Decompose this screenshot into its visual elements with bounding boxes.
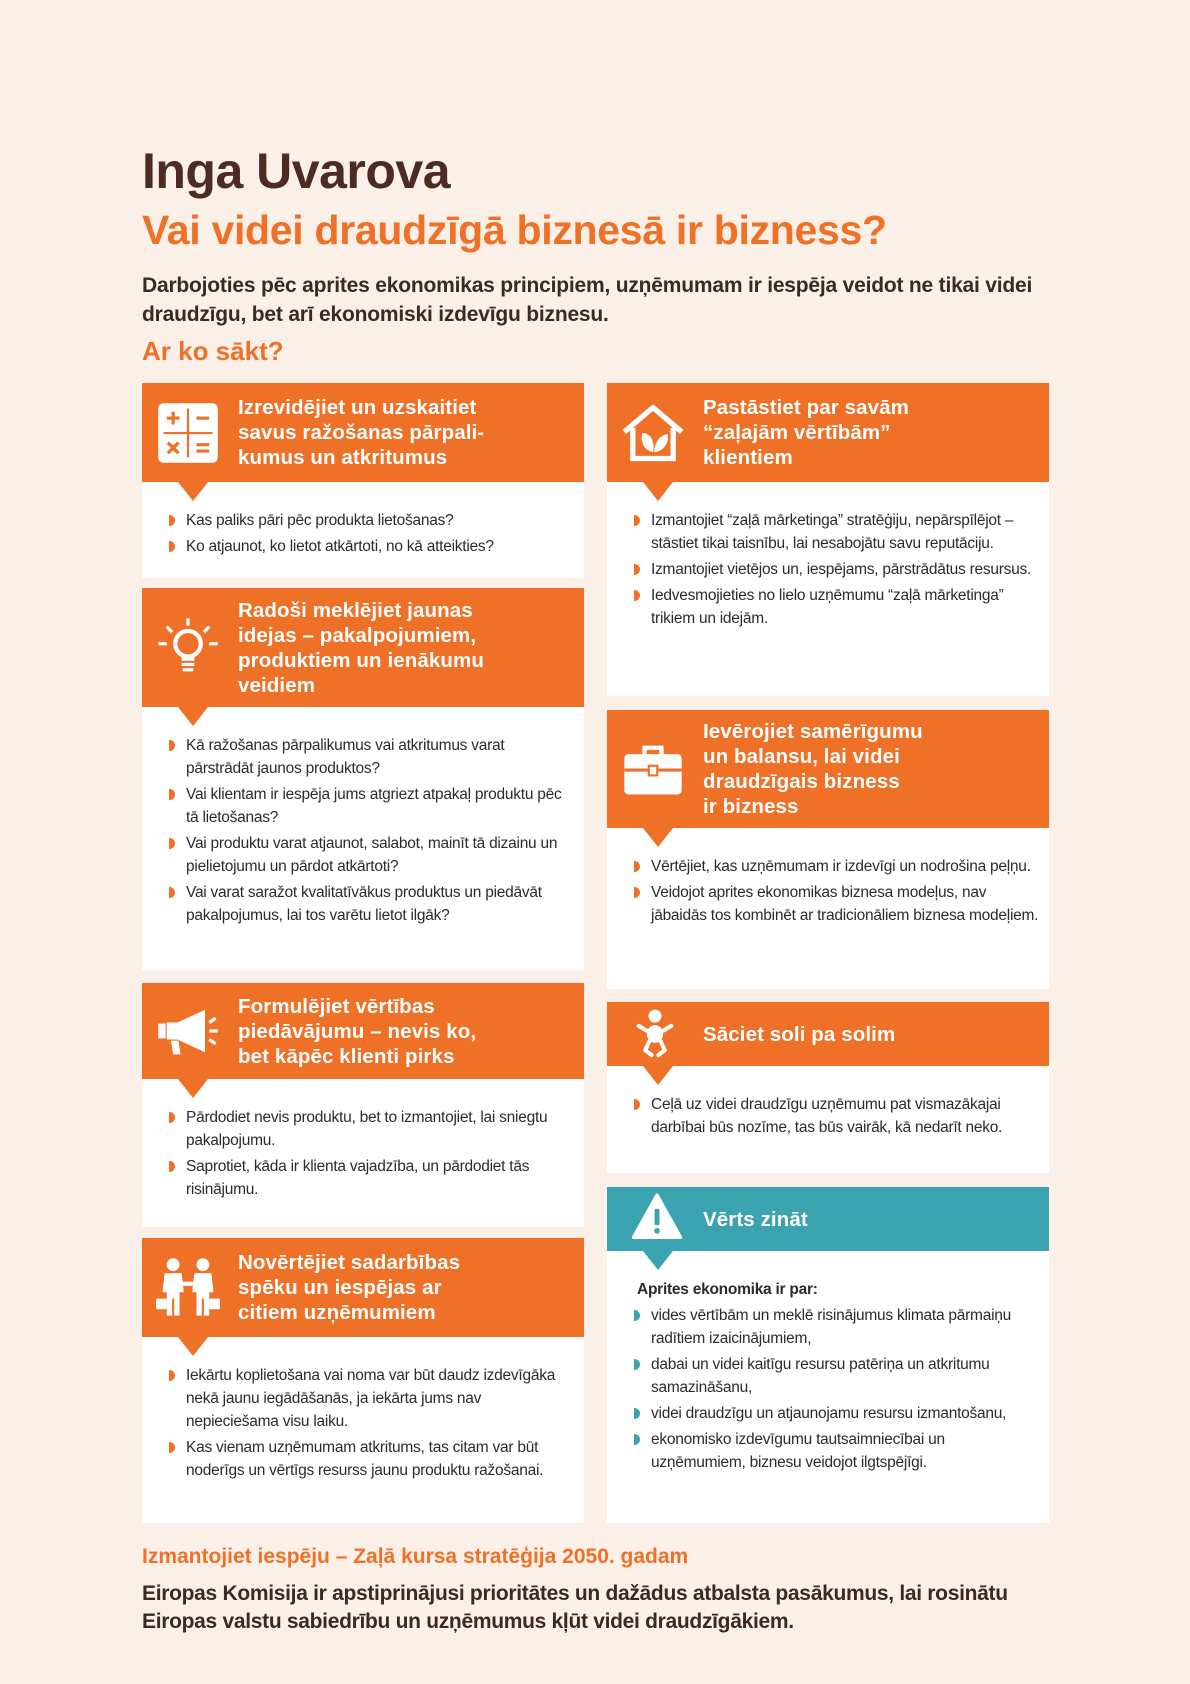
card-body — [607, 482, 1049, 643]
bullet-item: Kas paliks pāri pēc produkta lietošanas? — [186, 509, 574, 532]
bullet-item: Vērtējiet, kas uzņēmumam ir izdevīgi un nodrošina peļņu. — [651, 855, 1039, 878]
bullet-item: ekonomisko izdevīgumu tautsaimniecībai un uzņēmumiem, biznesu veidojot ilgtspējīgi. — [651, 1428, 1039, 1474]
header-pointer — [643, 1066, 673, 1085]
header-line: piedāvājumu – nevis ko, — [238, 1019, 477, 1043]
card-body — [607, 828, 1049, 940]
card-header — [607, 1187, 1049, 1251]
header-pointer — [178, 707, 208, 726]
header-line: klientiem — [703, 446, 793, 469]
card-step-by-step — [607, 1002, 1049, 1173]
bullet-item: Kā ražošanas pārpalikumus vai atkritumus varat pārstrādāt jaunos produktos? — [186, 734, 574, 780]
bullet-list — [651, 1093, 1039, 1139]
list-lead: Aprites ekonomika ir par: — [637, 1281, 818, 1298]
card-worth-knowing — [607, 1187, 1049, 1523]
header-line: Sāciet soli pa solim — [703, 1022, 896, 1046]
bullet-item: Iekārtu koplietošana vai noma var būt daudz izdevīgāka nekā jaunu iegādāšanās, ja iekārta jums nav nepieciešama visu laiku. — [186, 1364, 574, 1433]
bullet-item: Iedvesmojieties no lielo uzņēmumu “zaļā mārketinga” trikiem un idejām. — [651, 584, 1039, 630]
header-pointer — [643, 1251, 673, 1270]
header-line: bet kāpēc klienti pirks — [238, 1044, 455, 1068]
bullet-item: Saprotiet, kāda ir klienta vajadzība, un pārdodiet tās risinājumu. — [186, 1155, 574, 1201]
calculator-icon — [154, 399, 222, 467]
card-body — [607, 1251, 1049, 1487]
bullet-list — [186, 734, 574, 927]
card-cooperation — [142, 1238, 584, 1523]
header-line: produktiem un ienākumu — [238, 648, 484, 672]
header-line: Novērtējiet sadarbības — [238, 1251, 461, 1274]
header-line: “zaļajām vērtībām” — [703, 421, 891, 444]
bullet-item: Izmantojiet “zaļā mārketinga” stratēģiju, nepārspīlējot – stāstiet tikai taisnību, lai nesabojātu savu reputāciju. — [651, 509, 1039, 555]
header-line: Ievērojiet samērīgumu — [703, 720, 923, 743]
bullet-item: Kas vienam uzņēmumam atkritums, tas citam var būt noderīgs un vērtīgs resurss jaunu produktu ražošanai. — [186, 1436, 574, 1482]
handshake-people-icon — [154, 1254, 222, 1322]
bullet-item: Veidojot aprites ekonomikas biznesa modeļus, nav jābaidās tos kombinēt ar tradicionāliem biznesa modeļiem. — [651, 881, 1039, 927]
megaphone-icon — [154, 997, 222, 1065]
card-header — [607, 383, 1049, 482]
card-body — [142, 707, 584, 940]
card-header — [142, 588, 584, 707]
bullet-item: Izmantojiet vietējos un, iespējams, pārstrādātus resursus. — [651, 558, 1039, 581]
header-line: Vērts zināt — [703, 1207, 808, 1231]
warning-icon — [631, 1191, 683, 1243]
header-line: savus ražošanas pārpali- — [238, 421, 485, 444]
header-pointer — [178, 482, 208, 501]
header-line: kumus un atkritumus — [238, 446, 448, 469]
lightbulb-icon — [154, 614, 222, 682]
card-header — [142, 383, 584, 482]
header-line: un balansu, lai videi — [703, 745, 900, 768]
bullet-item: Vai produktu varat atjaunot, salabot, mainīt tā dizainu un pielietojumu un pārdot atkārtoti? — [186, 832, 574, 878]
bullet-item: videi draudzīgu un atjaunojamu resursu izmantošanu, — [651, 1402, 1039, 1425]
bullet-list — [186, 509, 574, 558]
card-body — [607, 1066, 1049, 1152]
card-header — [142, 983, 584, 1079]
bullet-list — [651, 509, 1039, 630]
card-body — [142, 1337, 584, 1495]
header-line: Radoši meklējiet jaunas — [238, 598, 473, 622]
card-header — [607, 710, 1049, 828]
header-line: Izrevidējiet un uzskaitiet — [238, 396, 477, 419]
bullet-item: Vai klientam ir iespēja jums atgriezt atpakaļ produktu pēc tā lietošanas? — [186, 783, 574, 829]
page-title: Vai videi draudzīgā biznesā ir bizness? — [142, 207, 887, 253]
briefcase-icon — [619, 735, 687, 803]
bullet-item: Ceļā uz videi draudzīgu uzņēmumu pat vismazākajai darbībai būs nozīme, tas būs vairāk, kā nedarīt neko. — [651, 1093, 1039, 1139]
header-line: Formulējiet vērtības — [238, 994, 435, 1018]
card-header — [142, 1238, 584, 1337]
bullet-list — [186, 1364, 574, 1482]
footer-heading: Izmantojiet iespēju – Zaļā kursa stratēģija 2050. gadam — [142, 1545, 689, 1568]
header-line: veidiem — [238, 673, 316, 697]
intro-paragraph: Darbojoties pēc aprites ekonomikas principiem, uzņēmumam ir iespēja veidot ne tikai videi draudzīgu, bet arī ekonomiski izdevīgu biznesu. — [142, 274, 1033, 326]
card-body — [142, 1079, 584, 1214]
header-line: ir bizness — [703, 795, 799, 818]
header-line: draudzīgais bizness — [703, 770, 900, 793]
card-inventory-surplus — [142, 383, 584, 578]
card-value-proposition — [142, 983, 584, 1227]
baby-steps-icon — [629, 1008, 681, 1060]
header-pointer — [178, 1079, 208, 1098]
bullet-list — [651, 855, 1039, 927]
bullet-item: Vai varat saražot kvalitatīvākus produktus un piedāvāt pakalpojumus, lai tos varētu lietot ilgāk? — [186, 881, 574, 927]
bullet-list — [186, 1106, 574, 1201]
header-line: idejas – pakalpojumiem, — [238, 623, 477, 647]
header-line: citiem uzņēmumiem — [238, 1301, 436, 1324]
card-body — [142, 482, 584, 571]
card-green-values — [607, 383, 1049, 696]
bullet-item: Ko atjaunot, ko lietot atkārtoti, no kā atteikties? — [186, 535, 574, 558]
header-pointer — [178, 1337, 208, 1356]
card-balance — [607, 710, 1049, 989]
header-line: Pastāstiet par savām — [703, 396, 909, 419]
bullet-item: Pārdodiet nevis produktu, bet to izmantojiet, lai sniegtu pakalpojumu. — [186, 1106, 574, 1152]
card-new-ideas — [142, 588, 584, 970]
bullet-list — [651, 1304, 1039, 1474]
header-pointer — [643, 482, 673, 501]
section-heading: Ar ko sākt? — [142, 336, 284, 366]
footer-text: Eiropas Komisija ir apstiprinājusi prioritātes un dažādus atbalsta pasākumus, lai rosinātu Eiropas valstu sabiedrību un uzņēmumus kļūt videi draudzīgākiem. — [142, 1582, 1008, 1633]
bullet-item: vides vērtībām un meklē risinājumus klimata pārmaiņu radītiem izaicinājumiem, — [651, 1304, 1039, 1350]
author-name: Inga Uvarova — [142, 143, 451, 199]
bullet-item: dabai un videi kaitīgu resursu patēriņa un atkritumu samazināšanu, — [651, 1353, 1039, 1399]
card-header — [607, 1002, 1049, 1066]
house-leaf-icon — [619, 399, 687, 467]
header-pointer — [643, 828, 673, 847]
header-line: spēku un iespējas ar — [238, 1276, 442, 1299]
